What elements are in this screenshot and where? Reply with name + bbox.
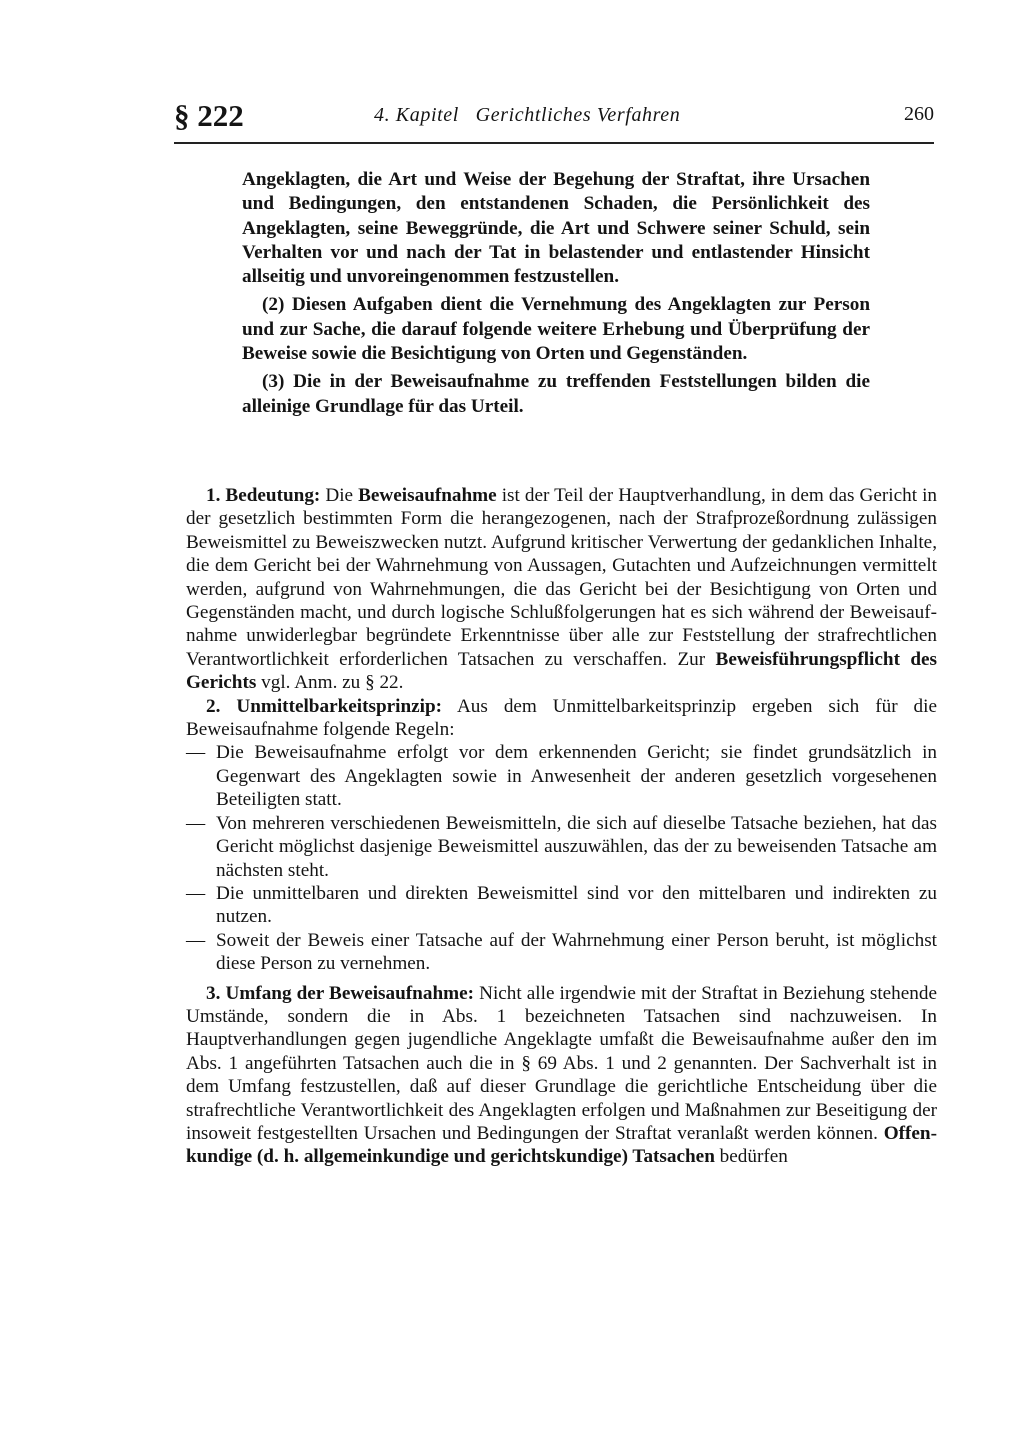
dash-bullet: — [186, 742, 206, 764]
note-2-rule-1 [186, 741, 937, 811]
chapter-title: 4. Kapitel Gerichtliches Verfahren [374, 104, 681, 126]
note-1-text-a: Die [320, 485, 359, 506]
statute-paragraph-2: (2) Diesen Aufgaben dient die Vernehmung des Angeklagten zur Person und zur Sache, die darauf folgende weitere Erhebung und Überprüfung der Beweise sowie die Besichtigung von Orten und Gegenständen. [242, 294, 870, 365]
note-3-text-b: bedürfen [714, 1146, 788, 1168]
term-beweisfuehrungspflicht: Beweisführungspflicht des Gerichts [186, 648, 937, 694]
section-number: § 222 [174, 98, 244, 133]
dash-bullet: — [186, 882, 206, 904]
note-2 [186, 695, 937, 742]
page-number: 260 [904, 103, 934, 125]
note-2-rule-3 [186, 882, 937, 929]
note-2-rule-2 [186, 812, 937, 882]
rule-text: Die unmittelbaren und direkten Beweismittel sind vor den mittelbaren und indirekten zu nutzen. [216, 882, 937, 928]
rule-text: Von mehreren verschiedenen Beweismitteln, die sich auf dieselbe Tatsache beziehen, hat das Gericht möglichst dasjenige Beweismittel auszuwählen, das der zu beweisenden Tatsache am nächsten steht. [216, 812, 937, 881]
dash-bullet: — [186, 812, 206, 834]
note-2-heading: 2. Unmittelbarkeitsprinzip: [206, 695, 443, 717]
statute-paragraph-3: (3) Die in der Beweisaufnahme zu treffenden Feststellungen bilden die alleinige Grundlage für das Urteil. [242, 371, 870, 417]
note-3 [186, 982, 937, 1169]
dash-bullet: — [186, 929, 206, 951]
note-1-text-b: ist der Teil der Hauptverhandlung, in dem das Gericht in der gesetzlich bestimmten Form die herangezogenen, nach der Strafprozeßordnung zulässigen Beweismittel zu Beweiszwecken nutzt. Aufgrund kritischer Verwertung der gedanklichen Inhalte, die dem Gericht bei der Wahrnehmung von Aussagen, Gutachten und Aufzeichnungen vermittelt werden, aufgrund von Wahrnehmungen, die das Gericht bei der Besichtigung von Orten und Gegenständen macht, und durch logische Schlußfolgerungen hat es sich während der Beweisaufnahme unwiderlegbar begründete Erkenntnisse über alle zur Feststellung der strafrechtlichen Verantwortlichkeit erforderlichen Tatsachen zu verschaffen. Zur [186, 485, 937, 670]
term-beweisaufnahme: Beweisaufnahme [358, 485, 497, 506]
header-rule [174, 142, 934, 144]
note-2-rule-4 [186, 929, 937, 976]
note-1 [186, 484, 937, 695]
rule-text: Die Beweisaufnahme erfolgt vor dem erkennenden Gericht; sie findet grundsätzlich in Gegenwart des Angeklagten sowie in Anwesenheit der anderen gesetzlich vorgesehenen Beteiligten statt. [216, 742, 937, 811]
commentary [186, 484, 937, 1169]
note-3-text-a: Nicht alle irgendwie mit der Straftat in Beziehung stehende Umstände, sondern die in Abs. 1 bezeichneten Tatsachen sind nachzuweisen. In Hauptverhandlungen gegen jugendliche Angeklagte umfaßt die Beweisaufnahme außer den im Abs. 1 angeführten Tatsachen auch die in § 69 Abs. 1 und 2 genannten. Der Sachverhalt ist in dem Umfang festzustellen, daß auf dieser Grundlage die gerichtliche Entscheidung über die strafrechtliche Verantwortlichkeit des Angeklagten erfolgen und Maßnahmen zur Beseitigung der insoweit festgestellten Ursachen und Bedingungen der Straftat veranlaßt werden können. [186, 982, 937, 1144]
statute-paragraph-1-continuation: Angeklagten, die Art und Weise der Begehung der Straftat, ihre Ursachen und Bedingungen, den entstandenen Schaden, die Persönlichkeit des Angeklagten, seine Beweggründe, die Art und Schwere seiner Schuld, sein Verhalten vor und nach der Tat in belastender und entlastender Hinsicht allseitig und unvoreingenommen festzustellen. [242, 169, 870, 288]
statute-text [242, 168, 870, 419]
note-3-heading: 3. Umfang der Beweisaufnahme: [206, 982, 475, 1004]
running-header [174, 98, 934, 148]
note-1-heading: 1. Bedeutung: [206, 485, 321, 506]
rule-text: Soweit der Beweis einer Tatsache auf der Wahrnehmung einer Person beruht, ist möglichst diese Person zu vernehmen. [216, 929, 937, 975]
note-2-text: Aus dem Unmittelbarkeitsprinzip ergeben sich für die Beweisaufnahme folgende Regeln: [186, 695, 937, 741]
term-offenkundige-tatsachen: Offenkundige (d. h. allgemeinkundige und gerichtskundige) Tatsachen [186, 1122, 937, 1168]
note-1-text-c: vgl. Anm. zu § 22. [256, 672, 404, 694]
